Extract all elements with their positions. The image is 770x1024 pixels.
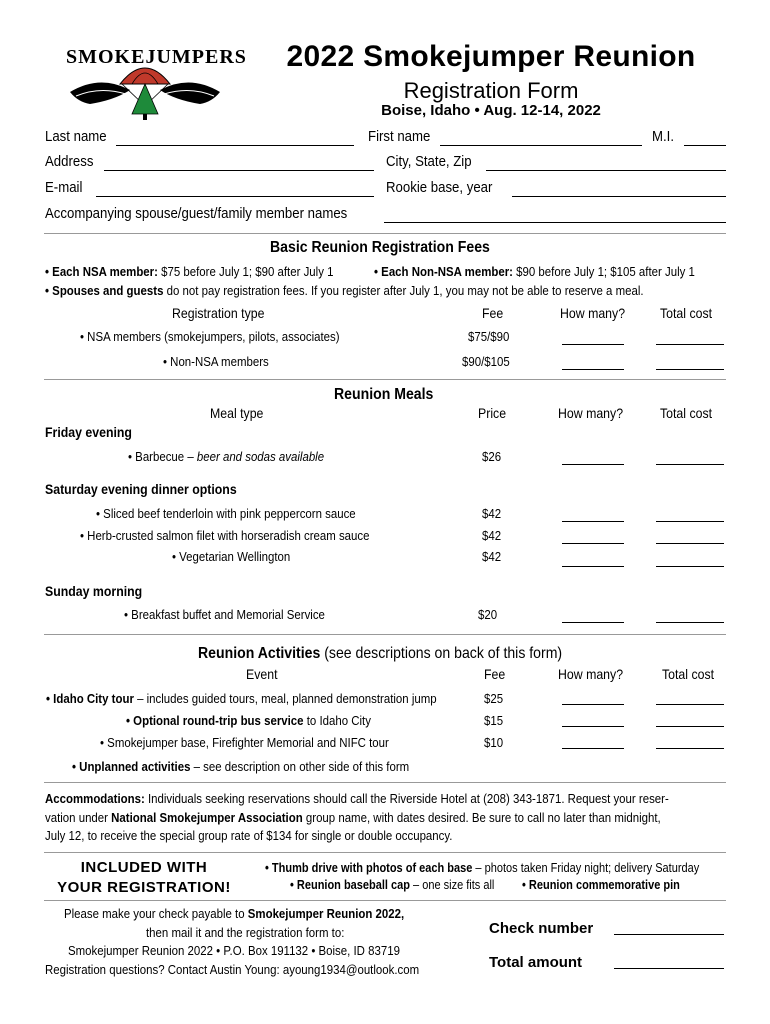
activity-fee: $15 — [484, 713, 504, 728]
sunday-price: $20 — [478, 607, 498, 622]
nsa-fee-note — [45, 264, 333, 279]
meal-howmany-field[interactable] — [562, 543, 624, 544]
divider — [44, 634, 726, 635]
meal-total-field[interactable] — [656, 622, 724, 623]
sunday-heading: Sunday morning — [45, 583, 143, 599]
accompanying-field[interactable] — [384, 222, 726, 223]
logo-text: SMOKEJUMPERS — [66, 46, 247, 68]
activities-title-rest: (see descriptions on back of this form) — [320, 645, 563, 662]
bbq-note: beer and sodas available — [196, 449, 325, 464]
city-label: City, State, Zip — [386, 153, 472, 170]
fee-howmany-field[interactable] — [562, 344, 624, 345]
meal-howmany-field[interactable] — [562, 464, 624, 465]
accommodations-text: group name, with dates desired. Be sure to call no later than midnight, — [302, 810, 661, 825]
bbq-row — [128, 449, 324, 464]
check-number-field[interactable] — [614, 934, 724, 935]
included-heading — [44, 858, 244, 898]
fees-section-title: Basic Reunion Registration Fees — [270, 239, 490, 256]
fees-col-howmany: How many? — [560, 305, 626, 321]
activity-fee: $25 — [484, 691, 504, 706]
meal-row-label: • Sliced beef tenderloin with pink peppercorn sauce — [96, 506, 356, 521]
accommodations-line: July 12, to receive the special group rate of $134 for single or double occupancy. — [45, 828, 453, 843]
included-item-rest: – one size fits all — [409, 878, 495, 892]
activity-fee: $10 — [484, 735, 504, 750]
divider — [44, 852, 726, 853]
check-number-label: Check number — [489, 920, 594, 937]
included-item-bold: • Reunion baseball cap — [290, 878, 410, 892]
first-name-field[interactable] — [440, 145, 642, 146]
meal-total-field[interactable] — [656, 521, 724, 522]
included-item-bold: • Thumb drive with photos of each base — [265, 861, 473, 875]
activity-row — [72, 759, 409, 774]
activity-total-field[interactable] — [656, 704, 724, 705]
nonnsa-fee-label: • Each Non-NSA member: — [374, 264, 513, 279]
address-label: Address — [45, 153, 94, 170]
accommodations-group: National Smokejumper Association — [111, 810, 303, 825]
rookie-label: Rookie base, year — [386, 179, 493, 196]
event-dateline: Boise, Idaho • Aug. 12-14, 2022 — [381, 102, 601, 119]
activity-row: • Smokejumper base, Firefighter Memorial and NIFC tour — [100, 735, 389, 750]
payment-line: then mail it and the registration form to: — [146, 925, 345, 940]
accommodations-line — [45, 810, 661, 825]
fee-row-label: • Non-NSA members — [163, 354, 269, 369]
payment-text: Please make your check payable to — [64, 906, 248, 921]
accommodations-text: Individuals seeking reservations should call the Riverside Hotel at (208) 343-1871. Request your reser- — [144, 791, 669, 806]
meal-total-field[interactable] — [656, 464, 724, 465]
total-amount-label: Total amount — [489, 954, 583, 971]
mi-field[interactable] — [684, 145, 726, 146]
divider — [44, 379, 726, 380]
fee-row-label: • NSA members (smokejumpers, pilots, associates) — [80, 329, 340, 344]
accommodations-label: Accommodations: — [45, 791, 145, 806]
activities-section-title — [198, 645, 562, 663]
smokejumpers-logo — [60, 44, 247, 124]
divider — [44, 233, 726, 234]
activity-howmany-field[interactable] — [562, 726, 624, 727]
meal-howmany-field[interactable] — [562, 566, 624, 567]
nsa-fee-label: • Each NSA member: — [45, 264, 158, 279]
rookie-field[interactable] — [512, 196, 726, 197]
activity-howmany-field[interactable] — [562, 748, 624, 749]
included-item — [522, 878, 680, 892]
included-heading-line: YOUR REGISTRATION! — [57, 879, 231, 896]
meals-col-type: Meal type — [210, 405, 264, 421]
meals-col-total: Total cost — [660, 405, 713, 421]
saturday-heading: Saturday evening dinner options — [45, 481, 237, 497]
activity-row-rest: – see description on other side of this form — [190, 759, 410, 774]
sunday-label: • Breakfast buffet and Memorial Service — [124, 607, 325, 622]
included-item — [265, 861, 699, 875]
spouse-fee-note — [45, 283, 644, 298]
meal-row-price: $42 — [482, 549, 502, 564]
activity-total-field[interactable] — [656, 748, 724, 749]
included-item-rest: – photos taken Friday night; delivery Saturday — [472, 861, 700, 875]
bbq-label: • Barbecue – — [128, 449, 197, 464]
city-field[interactable] — [486, 170, 726, 171]
fee-total-field[interactable] — [656, 369, 724, 370]
nonnsa-fee-text: $90 before July 1; $105 after July 1 — [512, 264, 695, 279]
meal-row-label: • Herb-crusted salmon filet with horseradish cream sauce — [80, 528, 370, 543]
bbq-price: $26 — [482, 449, 502, 464]
included-item — [290, 878, 494, 892]
meal-howmany-field[interactable] — [562, 521, 624, 522]
meal-row-price: $42 — [482, 506, 502, 521]
meal-total-field[interactable] — [656, 566, 724, 567]
meals-col-howmany: How many? — [558, 405, 624, 421]
nsa-fee-text: $75 before July 1; $90 after July 1 — [157, 264, 334, 279]
activity-row-rest: – includes guided tours, meal, planned demonstration jump — [133, 691, 437, 706]
payment-line — [64, 906, 404, 921]
spouse-fee-label: • Spouses and guests — [45, 283, 164, 298]
included-heading-line: INCLUDED WITH — [80, 859, 208, 876]
fee-row-amount: $75/$90 — [468, 329, 510, 344]
activities-col-fee: Fee — [484, 666, 506, 682]
activity-row-bold: • Unplanned activities — [72, 759, 191, 774]
payment-line: Smokejumper Reunion 2022 • P.O. Box 191132 • Boise, ID 83719 — [68, 943, 400, 958]
activity-row-rest: to Idaho City — [303, 713, 371, 728]
divider — [44, 900, 726, 901]
activities-title-bold: Reunion Activities — [198, 645, 321, 662]
page-subtitle: Registration Form — [403, 78, 579, 103]
activity-row — [46, 691, 437, 706]
activities-col-howmany: How many? — [558, 666, 624, 682]
fees-col-type: Registration type — [172, 305, 265, 321]
last-name-field[interactable] — [116, 145, 354, 146]
friday-heading: Friday evening — [45, 424, 132, 440]
divider — [44, 782, 726, 783]
fees-col-fee: Fee — [482, 305, 504, 321]
nonnsa-fee-note — [374, 264, 695, 279]
meals-col-price: Price — [478, 405, 507, 421]
accompanying-label: Accompanying spouse/guest/family member names — [45, 205, 348, 222]
activity-row-bold: • Optional round-trip bus service — [126, 713, 304, 728]
first-name-label: First name — [368, 128, 431, 145]
fee-total-field[interactable] — [656, 344, 724, 345]
payment-payee: Smokejumper Reunion 2022, — [247, 906, 405, 921]
fee-howmany-field[interactable] — [562, 369, 624, 370]
activity-total-field[interactable] — [656, 726, 724, 727]
meal-row-price: $42 — [482, 528, 502, 543]
address-field[interactable] — [104, 170, 374, 171]
spouse-fee-text: do not pay registration fees. If you register after July 1, you may not be able to reserve a meal. — [163, 283, 644, 298]
email-label: E-mail — [45, 179, 83, 196]
accommodations-line — [45, 791, 669, 806]
meal-row-label: • Vegetarian Wellington — [172, 549, 291, 564]
meals-section-title: Reunion Meals — [334, 386, 434, 403]
activity-howmany-field[interactable] — [562, 704, 624, 705]
accommodations-text: vation under — [45, 810, 112, 825]
meal-howmany-field[interactable] — [562, 622, 624, 623]
fees-col-total: Total cost — [660, 305, 713, 321]
activity-row-bold: • Idaho City tour — [46, 691, 134, 706]
meal-total-field[interactable] — [656, 543, 724, 544]
included-item-bold: • Reunion commemorative pin — [522, 878, 680, 892]
total-amount-field[interactable] — [614, 968, 724, 969]
activities-col-event: Event — [246, 666, 278, 682]
activity-row — [126, 713, 371, 728]
last-name-label: Last name — [45, 128, 107, 145]
page-title: 2022 Smokejumper Reunion — [286, 40, 696, 73]
payment-line: Registration questions? Contact Austin Young: ayoung1934@outlook.com — [45, 962, 420, 977]
mi-label: M.I. — [652, 128, 674, 145]
fee-row-amount: $90/$105 — [462, 354, 510, 369]
email-field[interactable] — [96, 196, 374, 197]
activities-col-total: Total cost — [662, 666, 715, 682]
